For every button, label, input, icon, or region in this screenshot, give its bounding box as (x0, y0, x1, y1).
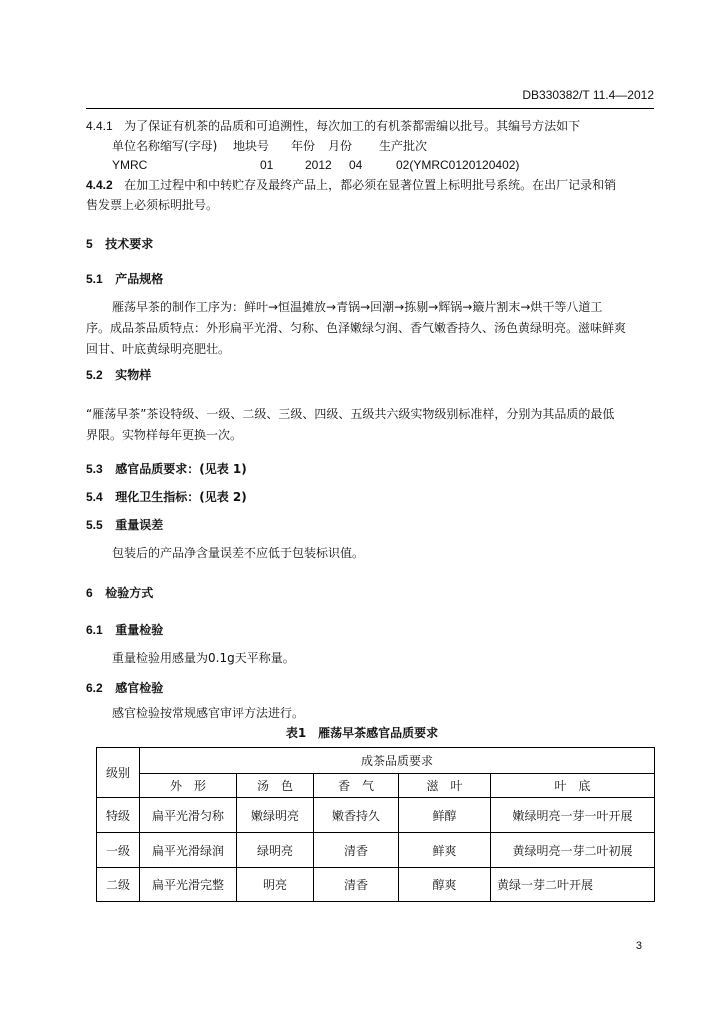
grade-cell: 特级 (97, 798, 140, 833)
table-cell: 嫩绿明亮 (237, 798, 314, 833)
weight-error-text: 包装后的产品净含量误差不应低于包装标识值。 (112, 546, 365, 560)
batch-label-0: 单位名称缩写(字母) (112, 139, 218, 153)
table-row (97, 833, 655, 868)
table-caption: 表1 雁荡早茶感官品质要求 (285, 726, 439, 740)
column-header: 外 形 (140, 774, 237, 798)
table-column-row (97, 774, 655, 798)
batch-label-2: 年份 (291, 139, 316, 153)
grade-cell: 二级 (97, 868, 140, 902)
section-title: 检验方式 (105, 586, 154, 600)
column-header: 汤 色 (237, 774, 314, 798)
section-title: 产品规格 (115, 272, 164, 286)
table-cell: 扁平光滑绿润 (140, 833, 237, 868)
grade-cell: 一级 (97, 833, 140, 868)
column-header: 香 气 (314, 774, 399, 798)
section-title: 重量误差 (115, 518, 164, 532)
section-number: 6.2 (86, 681, 103, 695)
sensory-quality-table (96, 747, 655, 902)
section-title: 技术要求 (105, 237, 154, 251)
column-header: 滋 叶 (399, 774, 491, 798)
table-cell: 鲜醇 (399, 798, 491, 833)
batch-label-1: 地块号 (233, 139, 270, 153)
sensory-test-text: 感官检验按常规感官审评方法进行。 (112, 706, 305, 720)
section-5-heading (86, 235, 153, 252)
section-text-line-1: 在加工过程中和中转贮存及最终产品上，都必须在显著位置上标明批号系统。在出厂记录和销 (124, 178, 617, 192)
batch-label-4: 生产批次 (379, 139, 428, 153)
table-header-row (97, 748, 655, 774)
spec-line-1: 雁荡早茶的制作工序为：鲜叶→恒温摊放→青锅→回潮→拣剔→辉锅→簸片割末→烘干等八道工 (112, 300, 603, 314)
section-6-2-heading (86, 679, 163, 696)
section-title: 感官品质要求：(见表 1) (115, 462, 247, 476)
table-cell: 嫩绿明亮一芽一叶开展 (491, 798, 655, 833)
section-5-1-heading (86, 270, 163, 287)
table-cell: 扁平光滑完整 (140, 868, 237, 902)
column-header: 叶 底 (491, 774, 655, 798)
table-cell: 黄绿明亮一芽二叶初展 (491, 833, 655, 868)
section-title: 重量检验 (115, 623, 164, 637)
table-cell: 嫩香持久 (314, 798, 399, 833)
section-5-2-heading (86, 366, 151, 383)
table-cell: 黄绿一芽二叶开展 (491, 868, 655, 902)
spec-line-3: 回甘、叶底黄绿明亮肥壮。 (86, 342, 231, 356)
section-4-4-1 (86, 116, 580, 137)
section-title: 感官检验 (115, 681, 164, 695)
section-number: 4.4.2 (86, 178, 113, 192)
section-text-line-2: 售发票上必须标明批号。 (86, 198, 219, 212)
table-row (97, 868, 655, 902)
batch-value-0: YMRC (112, 158, 148, 172)
table-cell: 清香 (314, 868, 399, 902)
section-number: 5.1 (86, 272, 103, 286)
table-cell: 绿明亮 (237, 833, 314, 868)
section-title: 理化卫生指标：(见表 2) (115, 490, 247, 504)
section-6-heading (86, 584, 153, 601)
table-cell: 鲜爽 (399, 833, 491, 868)
section-number: 5.3 (86, 462, 103, 476)
weight-test-text: 重量检验用感量为0.1g天平称量。 (112, 651, 295, 665)
spec-line-2: 序。成品茶品质特点：外形扁平光滑、匀称、色泽嫩绿匀润、香气嫩香持久、汤色黄绿明亮。滋味鲜爽 (86, 321, 627, 335)
section-number: 5.5 (86, 518, 103, 532)
section-number: 6.1 (86, 623, 103, 637)
sample-line-1: “雁荡早茶”茶设特级、一级、二级、三级、四级、五级共六级实物级别标准样，分别为其品质的最低 (86, 407, 615, 421)
table-cell: 醇爽 (399, 868, 491, 902)
table-row (97, 798, 655, 833)
page-number: 3 (635, 940, 642, 952)
section-number: 4.4.1 (86, 119, 113, 133)
section-number: 5.2 (86, 368, 103, 382)
group-header: 成茶品质要求 (140, 748, 655, 774)
sample-line-2: 界限。实物样每年更换一次。 (86, 428, 243, 442)
batch-value-3: 04 (349, 158, 363, 172)
grade-header: 级别 (97, 748, 140, 798)
section-text: 为了保证有机茶的品质和可追溯性，每次加工的有机茶都需编以批号。其编号方法如下 (124, 119, 581, 133)
standard-code: DB330382/T 11.4—2012 (522, 88, 654, 102)
section-4-4-2 (86, 175, 616, 196)
section-title: 实物样 (115, 368, 152, 382)
section-5-5-heading (86, 516, 163, 533)
table-cell: 清香 (314, 833, 399, 868)
section-6-1-heading (86, 621, 163, 638)
section-5-3-heading (86, 460, 247, 477)
batch-value-2: 2012 (305, 158, 332, 172)
section-5-4-heading (86, 488, 247, 505)
section-number: 6 (86, 586, 93, 600)
table-cell: 扁平光滑匀称 (140, 798, 237, 833)
header-rule (86, 108, 654, 109)
section-number: 5.4 (86, 490, 103, 504)
batch-value-1: 01 (260, 158, 274, 172)
section-number: 5 (86, 237, 93, 251)
table-cell: 明亮 (237, 868, 314, 902)
batch-label-3: 月份 (328, 139, 353, 153)
batch-value-4: 02(YMRC0120120402) (396, 158, 520, 172)
